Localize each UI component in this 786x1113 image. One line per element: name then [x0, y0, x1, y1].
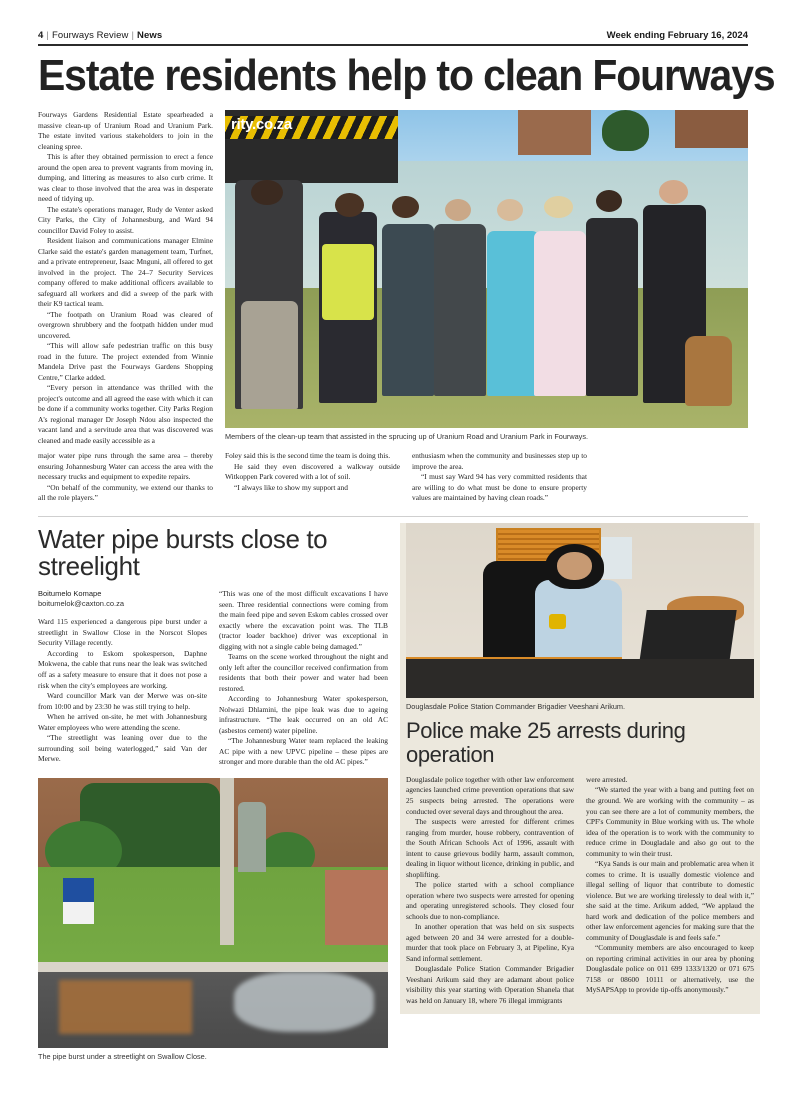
water-column-1	[38, 589, 207, 768]
photo-blue-bin	[63, 878, 95, 924]
byline-email: boitumelok@caxton.co.za	[38, 599, 124, 609]
paragraph: “The footpath on Uranium Road was cleared of overgrown shrubbery and the footpath hidden under mud uncovered.	[38, 309, 213, 340]
main-bottom-column-1	[38, 451, 213, 504]
photo-building	[518, 110, 591, 155]
main-photo-wrapper	[225, 110, 748, 449]
paragraph: “This will allow safe pedestrian traffic on this busy road in the future. The project extended from Winnie Mandela Drive past the Fourways Gardens Shopping Centre,” Clarke added.	[38, 341, 213, 382]
paragraph: According to Johannesburg Water spokesperson, Nolwazi Dhlamini, the pipe leak was due to ageing infrastructure. “The leak occurred on an old AC (asbestos cement) water pipeline.	[219, 694, 388, 735]
paragraph: Resident liaison and communications manager Elmine Clarke said the estate's garden management team, Turfnet, and a private entrepreneur, Isaac Mnguni, all offered to get involved in the project. The 24–7 Security Services company offered to make additional officers available to safeguard all workers and did a sweep of the park with their K9 tactical team.	[38, 236, 213, 309]
main-article-bottom	[38, 451, 748, 504]
photo-uniform-badge	[549, 614, 566, 630]
main-bottom-column-2	[225, 451, 400, 504]
police-column-2	[586, 775, 754, 1006]
paragraph: “Community members are also encouraged to keep on reporting criminal activities in our area by phoning Douglasdale police on 011 699 1333/1320 or 071 675 7158 or 08600 10111 or alternatively, use the MySAPSApp to provide tip-offs anonymously.”	[586, 943, 754, 995]
paragraph: Douglasdale Police Station Commander Brigadier Veeshani Arikum said they are adamant about police visibility this year starting with Operation Shanela that was held on January 18, where 76 illegal immigrants	[406, 964, 574, 1005]
photo-person-officer	[586, 218, 638, 396]
paragraph: Fourways Gardens Residential Estate spearheaded a massive clean-up of Uranium Road and Uranium Park. The estate invited various stakeholders to join in the cleaning spree.	[38, 110, 213, 151]
paragraph: “We started the year with a bang and putting feet on the ground. We are working with the community – as you can see there are a lot of community members, the CPF's Community in Blue working with us. The whole idea of the operation is to work with the community to reduce crime in Dougladale and also go out to the community to win their trust.	[586, 785, 754, 858]
byline-name: Boitumelo Komape	[38, 589, 102, 599]
paragraph: Ward 115 experienced a dangerous pipe burst under a streetlight in Swallow Close in the Norscot Slopes Security Village recently.	[38, 617, 207, 648]
paragraph: This is after they obtained permission to erect a fence around the open area to prevent vagrants from moving in, dumping, and littering as measures to also curb crime. It was clear to those involved that the area was in desperate need of tidying up.	[38, 152, 213, 204]
police-photo-caption: Douglasdale Police Station Commander Brigadier Veeshani Arikum.	[406, 701, 626, 711]
paragraph: enthusiasm when the community and businesses step up to improve the area.	[412, 451, 587, 471]
photo-desk	[406, 659, 754, 698]
paragraph: Douglasdale police together with other law enforcement agencies launched crime prevention operations that saw 25 suspects being arrested. The operations were conducted over several days and throughout the area.	[406, 774, 574, 816]
photo-person-pink-shirt	[534, 231, 586, 396]
photo-person-head	[445, 199, 471, 221]
paragraph: “The Johannesburg Water team replaced the leaking AC pipe with a new UPVC pipeline – these pipes are stronger and more durable than the old AC pipes.”	[219, 736, 388, 767]
masthead-rule	[38, 44, 748, 46]
photo-streetlight-pole	[220, 778, 234, 945]
paragraph: Ward councillor Mark van der Merwe was on-site from 10:00 and by 23:30 he was still trying to help.	[38, 691, 207, 711]
lower-region	[38, 517, 754, 1069]
main-headline: Estate residents help to clean Fourways	[38, 51, 775, 100]
paragraph: “Kya Sands is our main and problematic area when it comes to crime. It is usually domestic violence and illegal selling of liquor that contribute to domestic violence. But we are working tirelessly to deal with it,” she said at the time. Arikum added, “We applaud the hard work and dedication of the police members and other law enforcement agencies for making sure that the community of Douglasdale is and feels safe.”	[586, 859, 754, 942]
paragraph: The estate's operations manager, Rudy de Venter asked City Parks, the City of Johannesburg, and Ward 94 councillor David Foley to assist.	[38, 204, 213, 235]
photo-person	[382, 224, 434, 396]
page-number: 4	[38, 30, 44, 41]
main-bottom-column-3	[412, 451, 587, 504]
water-column-1-text	[38, 617, 207, 764]
main-photo-caption: Members of the clean-up team that assisted in the sprucing up of Uranium Road and Uranium Park in Fourways.	[225, 432, 588, 441]
photo-person-head	[596, 190, 622, 212]
water-column-2	[219, 589, 388, 768]
paragraph: “I always like to show my support and	[234, 482, 348, 492]
photo-person-hat	[544, 196, 573, 218]
publication-name: Fourways Review	[51, 30, 129, 41]
police-panel	[400, 523, 760, 1015]
photo-person-head	[392, 196, 418, 218]
police-article	[400, 517, 760, 1069]
paragraph: “On behalf of the community, we extend our thanks to all the role players.”	[38, 482, 213, 503]
water-article-columns	[38, 589, 388, 768]
photo-police-dog	[685, 336, 732, 406]
photo-person-guard-legs	[241, 301, 299, 409]
section-name: News	[137, 30, 163, 41]
byline	[38, 589, 207, 609]
photo-mud-runoff	[59, 980, 192, 1034]
masthead-left	[38, 30, 162, 41]
paragraph: When he arrived on-site, he met with Johannesburg Water employees who were attending the scene.	[38, 712, 207, 732]
water-article	[38, 517, 388, 1069]
police-commander-photo	[406, 523, 754, 698]
police-article-headline: Police make 25 arrests during operation	[406, 717, 686, 767]
clean-up-team-photo	[225, 110, 748, 428]
photo-commander-face	[557, 552, 592, 580]
main-article-top	[38, 110, 748, 449]
photo-banner-text: rity.co.za	[231, 116, 292, 133]
masthead-separator-1: |	[46, 30, 49, 41]
water-article-headline: Water pipe bursts close to streelight	[38, 523, 328, 581]
paragraph: According to Eskom spokesperson, Daphne Mokwena, the cable that runs near the leak was switched off as a safety measure to ensure that it does not pose a risk when the city's employees are working.	[38, 648, 207, 690]
paragraph: “I must say Ward 94 has very committed residents that are willing to do what must be done to ensure property values are maintained by having clean roads.”	[412, 472, 587, 503]
main-article-column-1	[38, 110, 213, 449]
masthead	[38, 0, 748, 44]
photo-window	[601, 537, 632, 579]
photo-meter-box	[238, 802, 266, 872]
masthead-separator-2: |	[131, 30, 135, 41]
pipe-burst-photo	[38, 778, 388, 1048]
paragraph: “The streetlight was leaning over due to the surrounding soil being waterlogged,” said Van der Merwe.	[38, 733, 207, 764]
photo-safety-vest	[322, 244, 374, 320]
photo-tree	[602, 110, 649, 151]
police-column-1	[406, 775, 574, 1006]
issue-date: Week ending February 16, 2024	[606, 30, 748, 41]
paragraph: major water pipe runs through the same area – thereby ensuring Johannesburg Water can access the area with the necessary trucks and equipment to expedite repairs.	[38, 451, 213, 482]
paragraph: He said they even discovered a walkway outside Witkoppen Park covered with a lot of soil.	[225, 461, 400, 482]
paragraph: “Every person in attendance was thrilled with the project's outcome and all agreed the ease with which it can be done if a community works together. City Parks Region A's regional manager Dr Joseph Ndou also inspected the vacant land and a servitude area that was discovered was cleaned and made easily accessible as a	[38, 383, 213, 445]
photo-laptop	[639, 610, 737, 663]
paragraph: Teams on the scene worked throughout the night and only left after the councillor received confirmation from residents that both their power and water had been restored.	[219, 652, 388, 693]
photo-person-head	[251, 180, 282, 205]
photo-water-spray	[234, 972, 374, 1031]
photo-person-head	[335, 193, 364, 217]
photo-person	[434, 224, 486, 396]
photo-building	[675, 110, 748, 148]
pipe-photo-caption: The pipe burst under a streetlight on Swallow Close.	[38, 1051, 207, 1061]
paragraph: were arrested.	[586, 774, 628, 784]
paragraph: The suspects were arrested for different crimes ranging from murder, house robbery, contravention of the South African Schools Act of 1996, assault with intent to cause grievous bodily harm, assault common, dealing in liquor without licence, drinking in public, and shoplifting.	[406, 817, 574, 879]
paragraph: The police started with a school compliance operation where two suspects were arrested for opening and operating unregistered schools. They closed four schools due to non-compliance.	[406, 880, 574, 921]
paragraph: “This was one of the most difficult excavations I have seen. Three residential connections were coming from the main feed pipe and seven Eskom cables crossed over exactly where the excavation point was. The TLB (tractor loader backhoe) driver was exceptional in digging with not a single cable being damaged.”	[219, 589, 388, 651]
photo-paving	[325, 870, 388, 946]
photo-person-blue-shirt	[487, 231, 539, 396]
police-article-columns	[406, 775, 754, 1006]
paragraph: In another operation that was held on six suspects aged between 20 and 34 were arrested for a double-murder that took place on February 3, at Pipeline, Kya Sand informal settlement.	[406, 922, 574, 963]
photo-person-head	[659, 180, 688, 204]
paragraph: Foley said this is the second time the team is doing this.	[225, 451, 391, 460]
